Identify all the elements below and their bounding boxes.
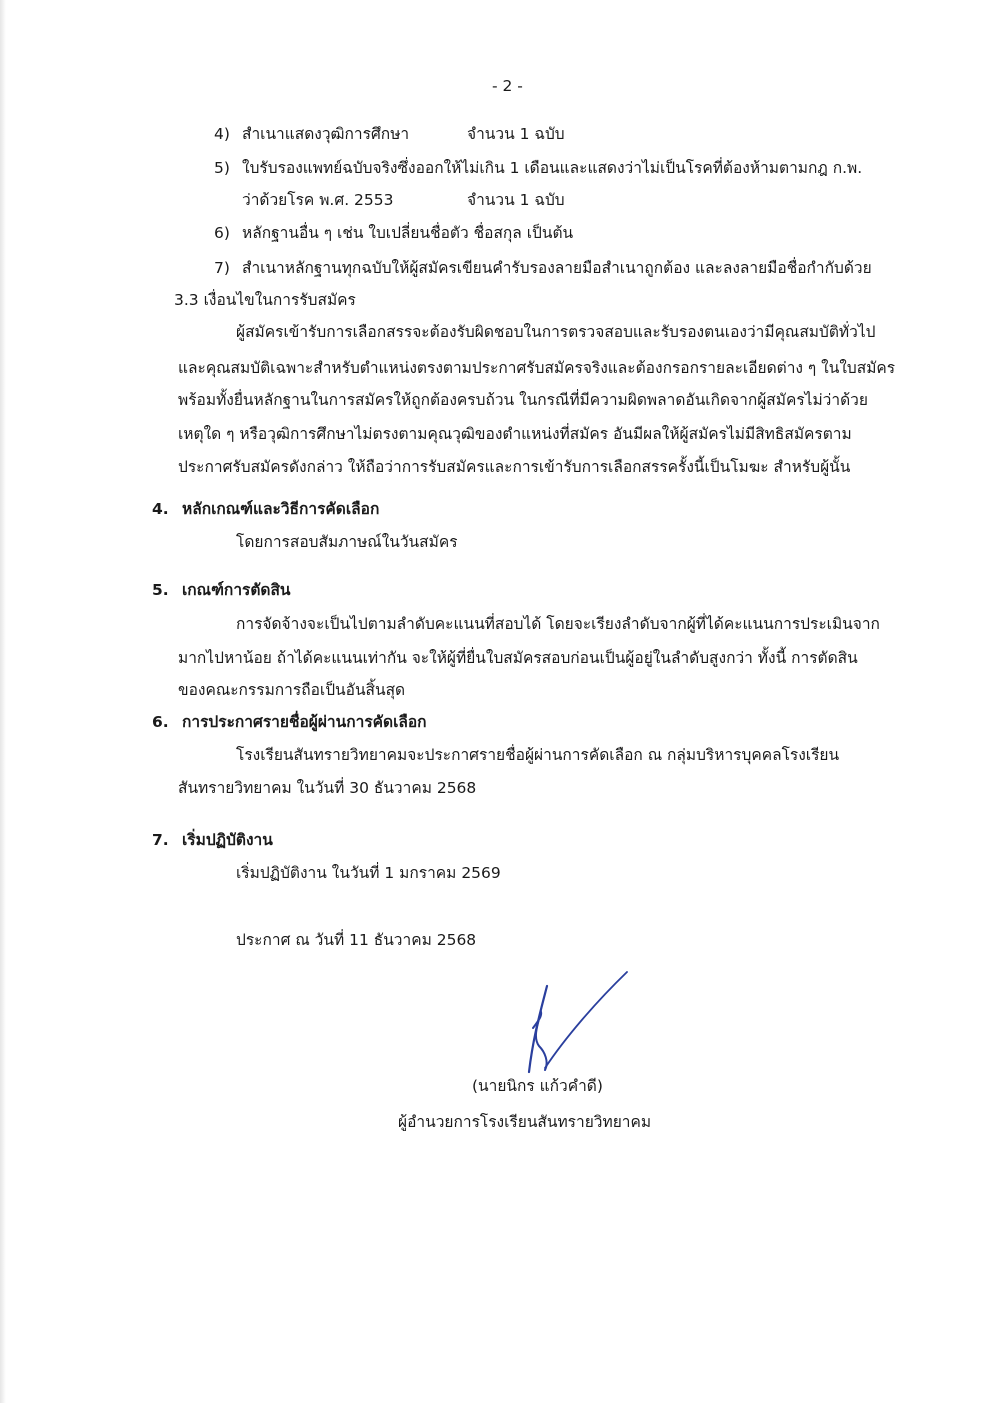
item-7-text: สำเนาหลักฐานทุกฉบับให้ผู้สมัครเขียนคำรับรองลายมือสำเนาถูกต้อง และลงลายมือชื่อกำกับด้วย	[242, 259, 872, 277]
sub-3-3-line-5: ประกาศรับสมัครดังกล่าว ให้ถือว่าการรับสมัครและการเข้ารับการเลือกสรรครั้งนี้เป็นโมฆะ สำหรับผู้นั้น	[178, 458, 851, 476]
section-7-heading: เริ่มปฏิบัติงาน	[182, 831, 273, 849]
section-7-number: 7.	[152, 831, 169, 849]
section-5-number: 5.	[152, 581, 169, 599]
announce-date: ประกาศ ณ วันที่ 11 ธันวาคม 2568	[236, 931, 477, 949]
section-5-line-2: มากไปหาน้อย ถ้าได้คะแนนเท่ากัน จะให้ผู้ที่ยื่นใบสมัครสอบก่อนเป็นผู้อยู่ในลำดับสูงกว่า ทั้งนี้ การตัดสิน	[178, 649, 858, 667]
item-4-number: 4)	[214, 125, 230, 143]
item-5-line-1: ใบรับรองแพทย์ฉบับจริงซึ่งออกให้ไม่เกิน 1 เดือนและแสดงว่าไม่เป็นโรคที่ต้องห้ามตามกฎ ก.พ.	[242, 159, 863, 177]
item-7-number: 7)	[214, 259, 230, 277]
section-4-number: 4.	[152, 500, 169, 518]
scan-edge-shadow	[0, 0, 6, 1403]
sub-3-3-line-4: เหตุใด ๆ หรือวุฒิการศึกษาไม่ตรงตามคุณวุฒิของตำแหน่งที่สมัคร อันมีผลให้ผู้สมัครไม่มีสิทธิสมัครตาม	[178, 425, 852, 443]
item-6-number: 6)	[214, 224, 230, 242]
section-4-heading: หลักเกณฑ์และวิธีการคัดเลือก	[182, 500, 380, 518]
section-5-line-3: ของคณะกรรมการถือเป็นอันสิ้นสุด	[178, 681, 406, 699]
signer-title: ผู้อำนวยการโรงเรียนสันทรายวิทยาคม	[398, 1113, 652, 1131]
sub-3-3-line-3: พร้อมทั้งยื่นหลักฐานในการสมัครให้ถูกต้องครบถ้วน ในกรณีที่มีความผิดพลาดอันเกิดจากผู้สมัครไม่ว่าด้วย	[178, 391, 868, 409]
handwritten-signature	[505, 968, 645, 1078]
sub-3-3-line-1: ผู้สมัครเข้ารับการเลือกสรรจะต้องรับผิดชอบในการตรวจสอบและรับรองตนเองว่ามีคุณสมบัติทั่วไป	[236, 323, 876, 341]
sub-3-3-line-2: และคุณสมบัติเฉพาะสำหรับตำแหน่งตรงตามประกาศรับสมัครจริงและต้องกรอกรายละเอียดต่าง ๆ ในใบสมัคร	[178, 359, 896, 377]
section-4-body: โดยการสอบสัมภาษณ์ในวันสมัคร	[236, 533, 458, 551]
item-4-text: สำเนาแสดงวุฒิการศึกษา	[242, 125, 410, 143]
section-5-line-1: การจัดจ้างจะเป็นไปตามลำดับคะแนนที่สอบได้ โดยจะเรียงลำดับจากผู้ที่ได้คะแนนการประเมินจาก	[236, 615, 880, 633]
item-4-count: จำนวน 1 ฉบับ	[467, 125, 565, 143]
item-6-text: หลักฐานอื่น ๆ เช่น ใบเปลี่ยนชื่อตัว ชื่อสกุล เป็นต้น	[242, 224, 574, 242]
section-7-body: เริ่มปฏิบัติงาน ในวันที่ 1 มกราคม 2569	[236, 864, 501, 882]
section-6-heading: การประกาศรายชื่อผู้ผ่านการคัดเลือก	[182, 713, 427, 731]
section-6-line-1: โรงเรียนสันทรายวิทยาคมจะประกาศรายชื่อผู้ผ่านการคัดเลือก ณ กลุ่มบริหารบุคคลโรงเรียน	[236, 746, 840, 764]
signer-name: (นายนิกร แก้วคำดี)	[472, 1077, 603, 1095]
item-5-count: จำนวน 1 ฉบับ	[467, 191, 565, 209]
page-number: - 2 -	[492, 77, 523, 95]
sub-3-3-heading: 3.3 เงื่อนไขในการรับสมัคร	[174, 291, 356, 309]
item-5-number: 5)	[214, 159, 230, 177]
section-6-number: 6.	[152, 713, 169, 731]
section-6-line-2: สันทรายวิทยาคม ในวันที่ 30 ธันวาคม 2568	[178, 779, 477, 797]
item-5-line-2: ว่าด้วยโรค พ.ศ. 2553	[242, 191, 394, 209]
section-5-heading: เกณฑ์การตัดสิน	[182, 581, 291, 599]
